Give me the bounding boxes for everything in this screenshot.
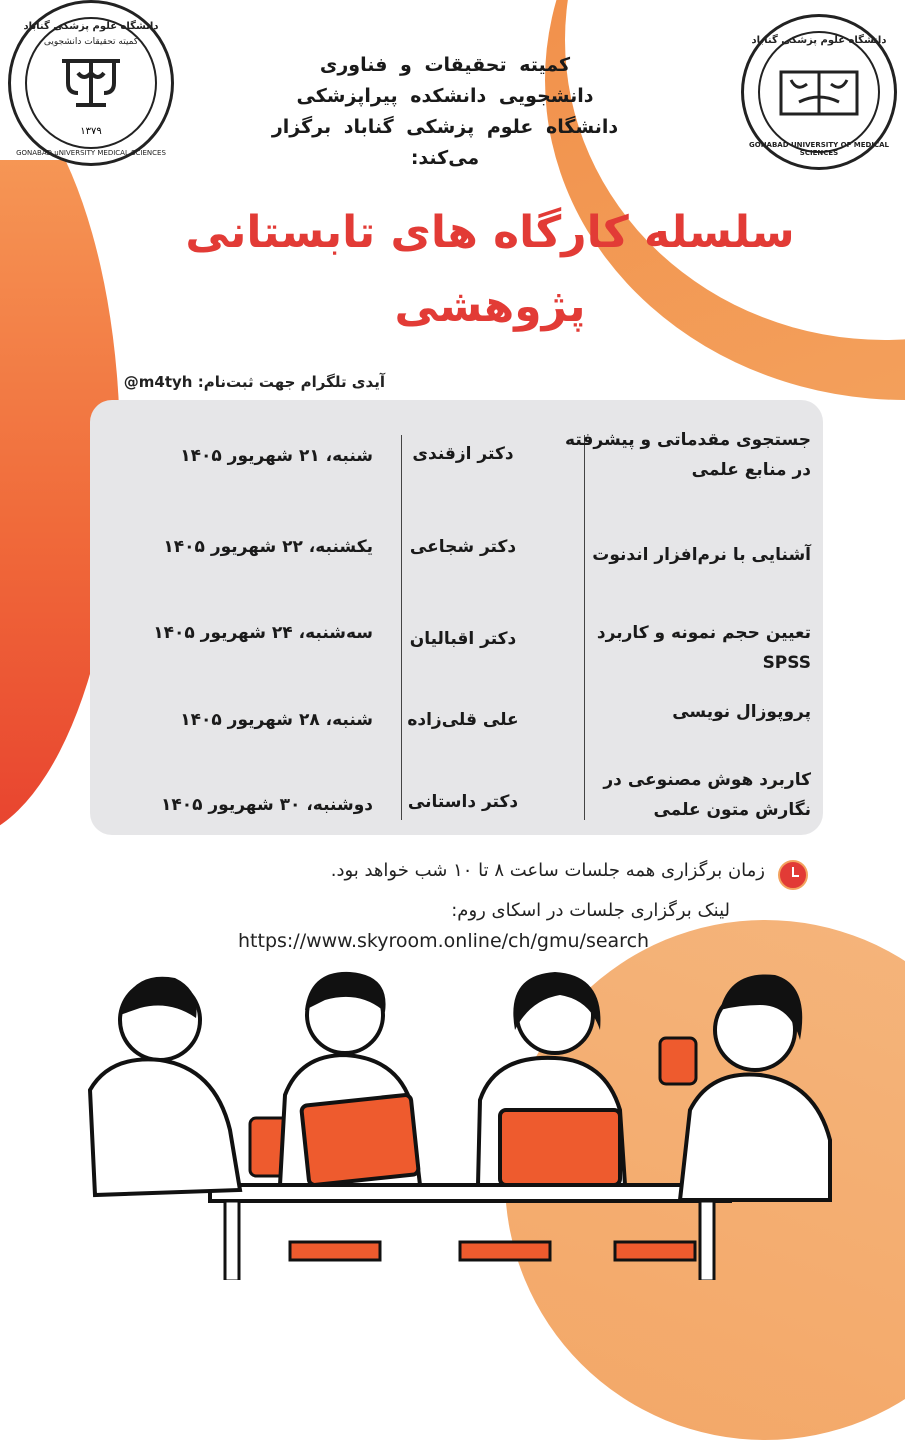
title-line-1: سلسله کارگاه های تابستانی [185, 207, 795, 258]
people-at-table-illustration [0, 960, 905, 1280]
workshop-teacher: علی قلی‌زاده [407, 710, 519, 730]
skyroom-link-label: لینک برگزاری جلسات در اسکای روم: [451, 900, 730, 921]
clock-icon [778, 860, 808, 890]
workshop-teacher: دکتر شجاعی [409, 537, 517, 557]
right-logo-name-en: GONABAD UNIVERSITY OF MEDICAL SCIENCES [749, 141, 889, 157]
skyroom-link[interactable]: https://www.skyroom.online/ch/gmu/search [238, 930, 650, 952]
person-4 [660, 974, 830, 1200]
left-logo-name-en: GONABAD uNIVERSITY MEDICAL SCIENCES [16, 149, 166, 157]
left-logo-name-fa: دانشگاه علوم پزشکی گناباد [23, 21, 159, 32]
workshop-topic: کاربرد هوش مصنوعی در نگارش متون علمی [603, 770, 811, 820]
organizer-line-2: دانشجویی دانشکده پیراپزشکی [296, 85, 594, 107]
organizer-line-3: دانشگاه علوم پزشکی گناباد برگزار [271, 116, 619, 138]
workshop-topic: جستجوی مقدماتی و پیشرفته در منابع علمی [565, 430, 811, 480]
workshop-topic: آشنایی با نرم‌افزار اندنوت [592, 545, 811, 565]
workshop-teacher: دکتر ازقندی [412, 444, 514, 464]
session-time-note: زمان برگزاری همه جلسات ساعت ۸ تا ۱۰ شب خواهد بود. [330, 860, 765, 881]
book-caduceus-icon [777, 62, 861, 122]
workshop-date: یکشنبه، ۲۲ شهریور ۱۴۰۵ [163, 537, 373, 557]
left-logo-sub-fa: کمیته تحقیقات دانشجویی [43, 37, 139, 47]
person-2 [280, 972, 420, 1186]
workshop-date: شنبه، ۲۱ شهریور ۱۴۰۵ [180, 446, 373, 466]
right-logo-name-fa: دانشگاه علوم پزشکی گناباد [751, 35, 887, 46]
workshop-topic: تعیین حجم نمونه و کاربرد SPSS [596, 623, 811, 673]
workshop-date: دوشنبه، ۳۰ شهریور ۱۴۰۵ [160, 795, 373, 815]
workshop-teacher: دکتر اقبالیان [409, 629, 517, 649]
person-1 [90, 977, 294, 1195]
workshop-topic: پروپوزال نویسی [672, 702, 811, 722]
organizer-line-4: می‌کند: [410, 147, 480, 169]
title-line-2: پژوهشی [394, 281, 586, 332]
right-university-logo [741, 14, 897, 170]
telegram-registration: آیدی تلگرام جهت ثبت‌نام: m4tyh@ [123, 373, 385, 391]
organizer-line-1: کمیته تحقیقات و فناوری [319, 54, 571, 76]
organizer-text [230, 50, 660, 174]
university-logo-icon [54, 53, 128, 113]
workshop-date: شنبه، ۲۸ شهریور ۱۴۰۵ [180, 710, 373, 730]
person-3 [478, 972, 625, 1185]
poster-title [150, 196, 830, 344]
workshop-teacher: دکتر داستانی [407, 792, 519, 812]
left-logo-year: ۱۳۷۹ [80, 126, 102, 137]
table-top [210, 1185, 730, 1201]
left-university-logo [8, 0, 174, 166]
workshop-date: سه‌شنبه، ۲۴ شهریور ۱۴۰۵ [153, 623, 373, 643]
